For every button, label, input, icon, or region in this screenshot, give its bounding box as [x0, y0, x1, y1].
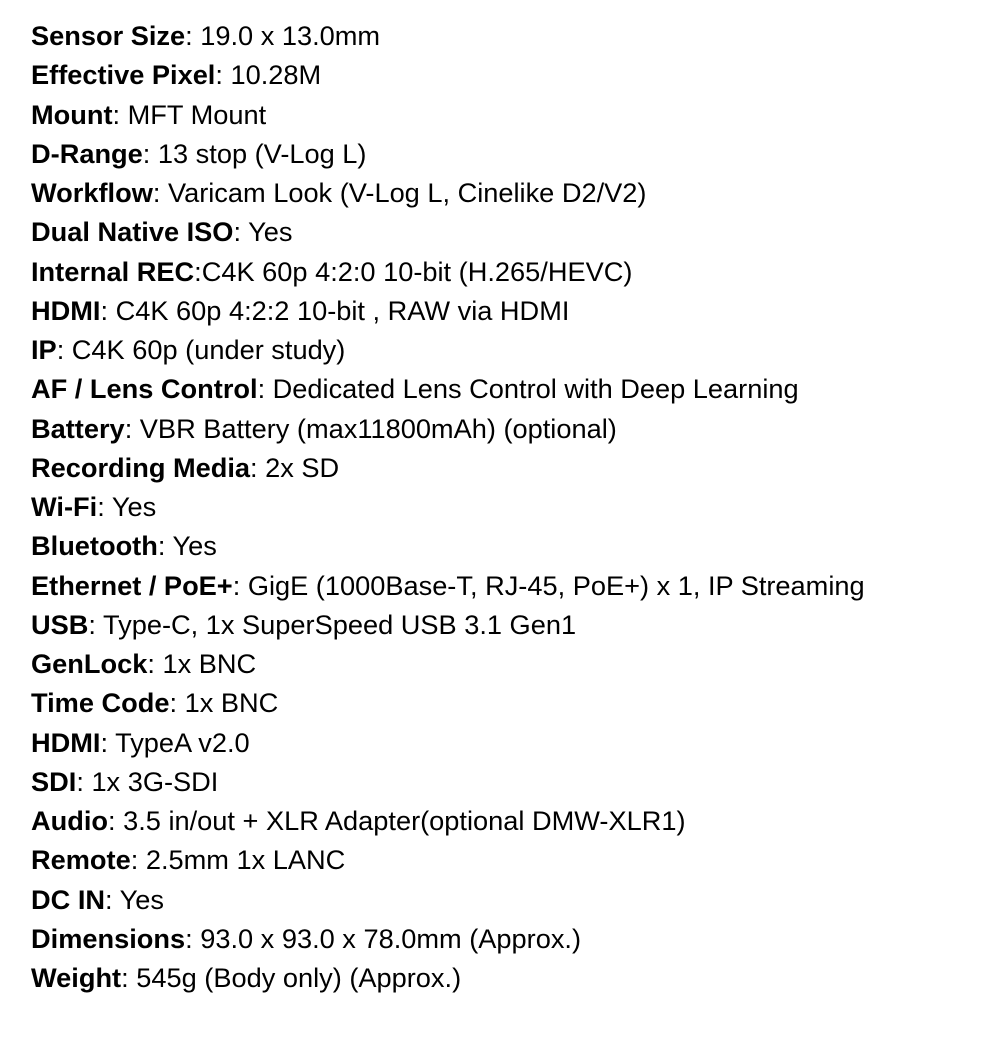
- spec-separator: :: [100, 726, 116, 758]
- spec-value: Type-C, 1x SuperSpeed USB 3.1 Gen1: [103, 608, 577, 640]
- spec-row-internal-rec: [31, 252, 865, 291]
- spec-row-recording-media: [31, 448, 865, 487]
- spec-separator: :: [142, 137, 158, 169]
- spec-row-genlock: [31, 644, 865, 683]
- spec-label: Sensor Size: [31, 20, 186, 51]
- spec-row-effective-pixel: [31, 55, 865, 94]
- spec-separator: :: [124, 412, 140, 444]
- spec-value: Dedicated Lens Control with Deep Learning: [272, 373, 799, 405]
- spec-value: VBR Battery (max11800mAh) (optional): [139, 412, 617, 444]
- spec-value: C4K 60p (under study): [71, 334, 346, 365]
- spec-value: 93.0 x 93.0 x 78.0mm (Approx.): [200, 922, 582, 954]
- spec-value: Yes: [111, 491, 157, 522]
- spec-row-bluetooth: [31, 526, 865, 565]
- spec-separator: :: [250, 451, 266, 483]
- spec-value: 10.28M: [230, 59, 322, 91]
- spec-label: Weight: [31, 962, 122, 993]
- spec-label: Remote: [31, 844, 131, 876]
- spec-label: Wi-Fi: [31, 491, 98, 522]
- spec-row-wi-fi: [31, 487, 865, 526]
- spec-label: Recording Media: [31, 451, 251, 483]
- spec-row-hdmi-terminal: [31, 723, 865, 762]
- spec-separator: :: [157, 530, 173, 562]
- spec-label: Time Code: [31, 687, 170, 719]
- spec-row-audio: [31, 801, 865, 840]
- spec-row-d-range: [31, 134, 865, 173]
- spec-separator: :: [185, 922, 201, 954]
- spec-row-dual-native-iso: [31, 212, 865, 251]
- spec-row-usb: [31, 605, 865, 644]
- spec-value: Yes: [119, 883, 164, 915]
- spec-value: Varicam Look (V-Log L, Cinelike D2/V2): [167, 177, 647, 208]
- spec-label: Effective Pixel: [31, 59, 216, 91]
- spec-value: TypeA v2.0: [115, 726, 250, 758]
- spec-separator: :: [194, 255, 202, 287]
- spec-value: 545g (Body only) (Approx.): [136, 962, 462, 993]
- spec-value: C4K 60p 4:2:0 10-bit (H.265/HEVC): [201, 255, 633, 287]
- spec-label: SDI: [31, 765, 77, 797]
- spec-label: Bluetooth: [31, 530, 158, 562]
- spec-separator: :: [56, 334, 72, 365]
- spec-value: 19.0 x 13.0mm: [200, 20, 381, 51]
- spec-separator: :: [97, 491, 112, 522]
- spec-value: GigE (1000Base-T, RJ-45, PoE+) x 1, IP Streaming: [247, 569, 865, 601]
- spec-value: 13 stop (V-Log L): [157, 137, 367, 169]
- spec-separator: :: [105, 883, 120, 915]
- spec-value: 3.5 in/out + XLR Adapter(optional DMW-XLR1): [123, 805, 686, 836]
- spec-label: AF / Lens Control: [31, 373, 258, 405]
- spec-value: Yes: [248, 216, 293, 248]
- spec-label: Internal REC: [31, 255, 195, 287]
- spec-separator: :: [257, 373, 273, 405]
- spec-value: 2x SD: [265, 451, 340, 483]
- spec-label: D-Range: [31, 137, 143, 169]
- spec-separator: :: [108, 805, 124, 836]
- spec-row-dimensions: [31, 919, 865, 958]
- spec-value: Yes: [172, 530, 217, 562]
- spec-value: 1x BNC: [162, 648, 257, 679]
- spec-row-ethernet-poe: [31, 566, 865, 605]
- spec-label: Workflow: [31, 177, 153, 208]
- spec-value: 1x BNC: [184, 687, 279, 719]
- spec-separator: :: [112, 98, 128, 130]
- spec-row-workflow: [31, 173, 865, 212]
- spec-separator: :: [215, 59, 231, 91]
- spec-row-weight: [31, 958, 865, 997]
- spec-label: IP: [31, 334, 57, 365]
- spec-label: HDMI: [31, 294, 101, 326]
- spec-list: [31, 16, 865, 997]
- spec-separator: :: [169, 687, 185, 719]
- spec-value: MFT Mount: [127, 98, 267, 130]
- spec-label: Battery: [31, 412, 125, 444]
- spec-label: USB: [31, 608, 89, 640]
- spec-value: 2.5mm 1x LANC: [145, 844, 346, 876]
- spec-row-battery: [31, 409, 865, 448]
- spec-label: Audio: [31, 805, 109, 836]
- spec-label: DC IN: [31, 883, 106, 915]
- spec-label: Dimensions: [31, 922, 186, 954]
- spec-separator: :: [147, 648, 163, 679]
- spec-separator: :: [76, 765, 92, 797]
- spec-row-sensor-size: [31, 16, 865, 55]
- spec-row-ip: [31, 330, 865, 369]
- spec-value: C4K 60p 4:2:2 10-bit , RAW via HDMI: [115, 294, 570, 326]
- spec-row-af-lens-control: [31, 369, 865, 408]
- spec-separator: :: [121, 962, 137, 993]
- spec-separator: :: [88, 608, 104, 640]
- spec-value: 1x 3G-SDI: [91, 765, 219, 797]
- spec-label: GenLock: [31, 648, 148, 679]
- spec-row-remote: [31, 840, 865, 879]
- spec-row-dc-in: [31, 880, 865, 919]
- spec-separator: :: [233, 216, 249, 248]
- spec-separator: :: [100, 294, 116, 326]
- spec-row-sdi: [31, 762, 865, 801]
- spec-label: Mount: [31, 98, 113, 130]
- spec-separator: :: [232, 569, 248, 601]
- spec-label: HDMI: [31, 726, 101, 758]
- spec-separator: :: [152, 177, 168, 208]
- spec-separator: :: [130, 844, 146, 876]
- spec-label: Ethernet / PoE+: [31, 569, 233, 601]
- spec-row-mount: [31, 95, 865, 134]
- spec-separator: :: [185, 20, 201, 51]
- spec-row-hdmi-output: [31, 291, 865, 330]
- spec-row-time-code: [31, 683, 865, 722]
- spec-label: Dual Native ISO: [31, 216, 234, 248]
